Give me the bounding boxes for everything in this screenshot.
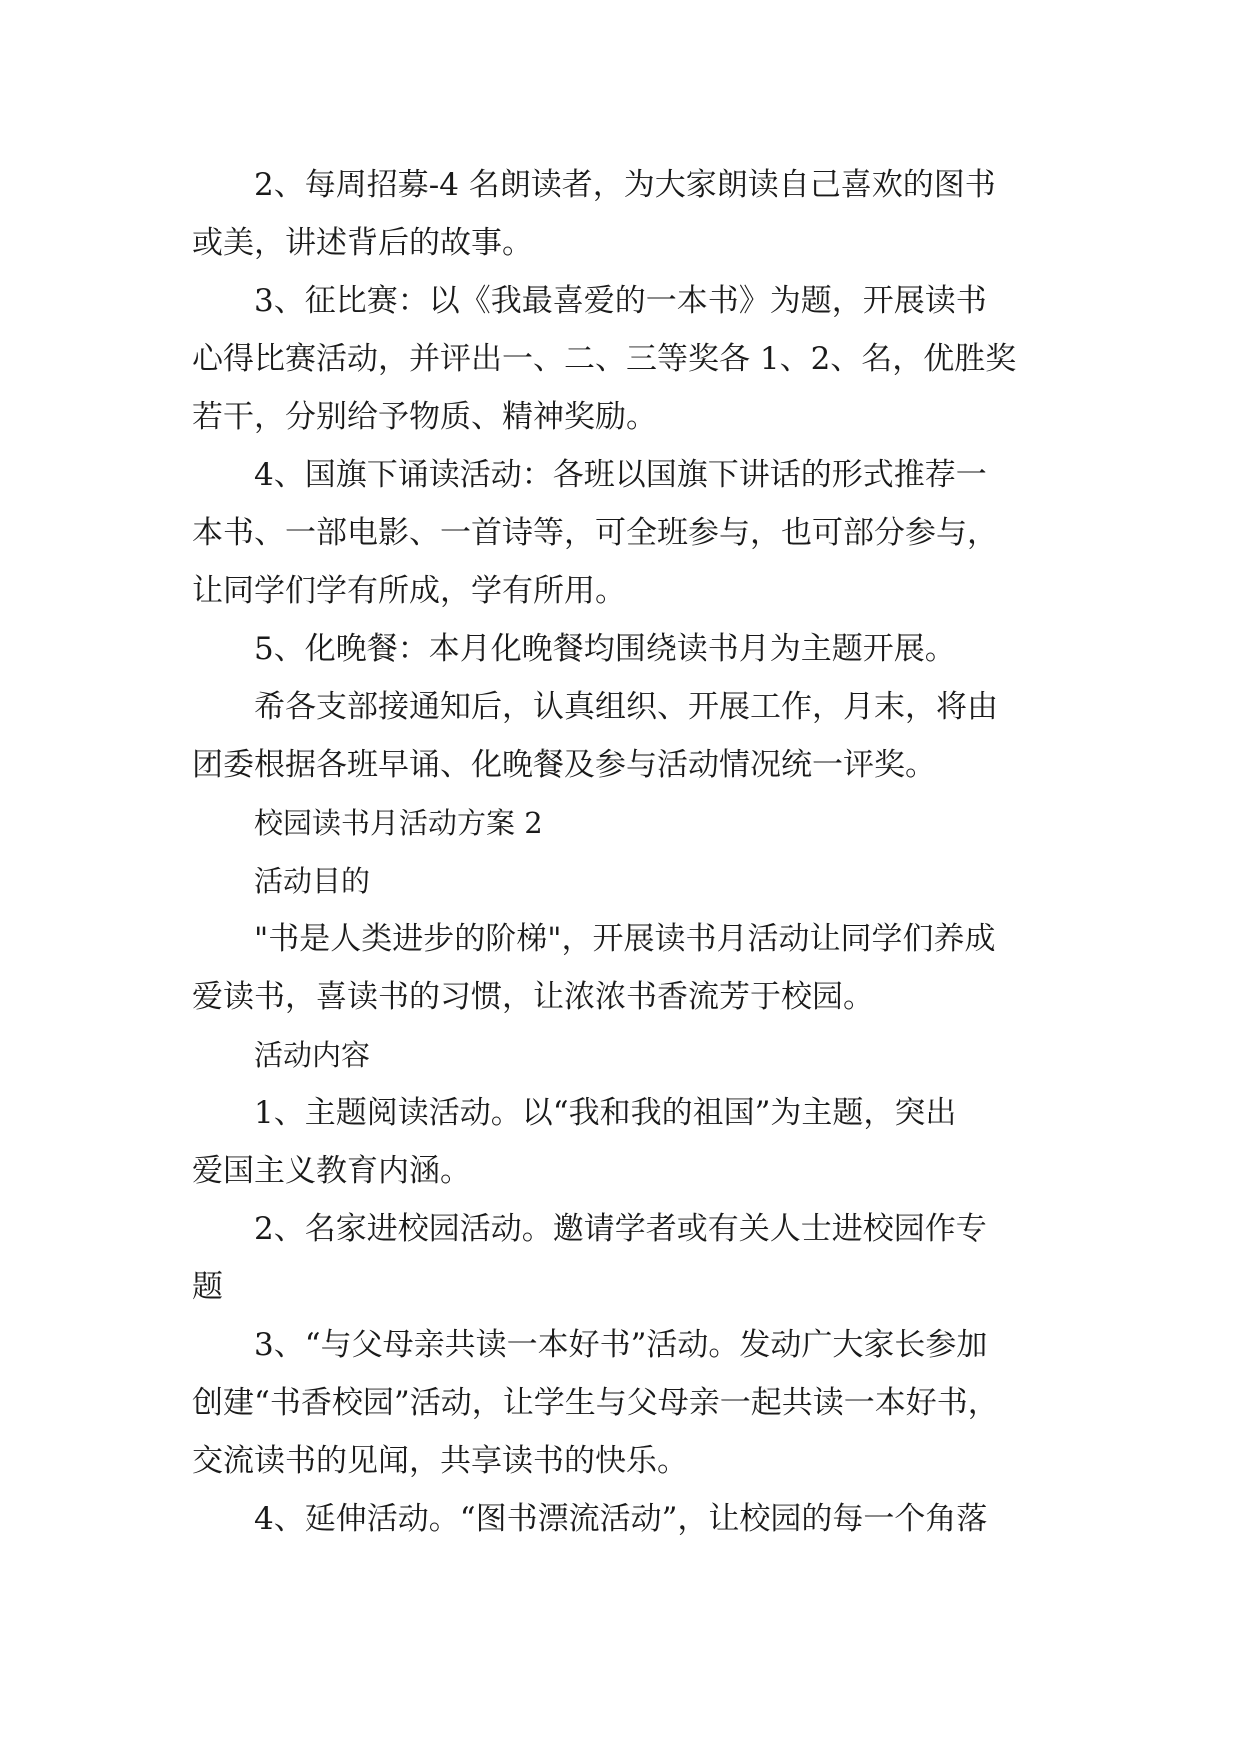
text-line: 题 — [192, 1269, 223, 1305]
text-line: 或美，讲述背后的故事。 — [192, 225, 533, 261]
text-line: 团委根据各班早诵、化晚餐及参与活动情况统一评奖。 — [192, 747, 936, 783]
text-line: 希各支部接通知后，认真组织、开展工作，月末，将由 — [254, 689, 998, 725]
text-line: 4、国旗下诵读活动：各班以国旗下讲话的形式推荐一 — [254, 457, 987, 493]
text-line: 创建“书香校园”活动，让学生与父母亲一起共读一本好书， — [192, 1385, 999, 1421]
text-line: 爱国主义教育内涵。 — [192, 1153, 471, 1189]
section-heading: 活动内容 — [254, 1038, 371, 1072]
text-line: 让同学们学有所成，学有所用。 — [192, 573, 626, 609]
section-title: 校园读书月活动方案 2 — [254, 806, 543, 840]
text-line: 2、名家进校园活动。邀请学者或有关人士进校园作专 — [254, 1211, 987, 1247]
text-line: 4、延伸活动。“图书漂流活动”，让校园的每一个角落 — [254, 1501, 988, 1537]
text-line: 3、“与父母亲共读一本好书”活动。发动广大家长参加 — [254, 1327, 988, 1363]
text-line: 2、每周招募-4 名朗读者，为大家朗读自己喜欢的图书 — [254, 167, 996, 203]
text-line: 1、主题阅读活动。以“我和我的祖国”为主题，突出 — [254, 1095, 957, 1131]
text-line: 5、化晚餐：本月化晚餐均围绕读书月为主题开展。 — [254, 631, 956, 667]
text-line: 心得比赛活动，并评出一、二、三等奖各 1、2、名，优胜奖 — [192, 341, 1017, 377]
text-line: 3、征比赛：以《我最喜爱的一本书》为题，开展读书 — [254, 283, 987, 319]
text-line: 爱读书，喜读书的习惯，让浓浓书香流芳于校园。 — [192, 979, 874, 1015]
text-line: 交流读书的见闻，共享读书的快乐。 — [192, 1443, 688, 1479]
text-line: 若干，分别给予物质、精神奖励。 — [192, 399, 657, 435]
text-line: "书是人类进步的阶梯"，开展读书月活动让同学们养成 — [254, 921, 996, 957]
section-heading: 活动目的 — [254, 864, 371, 898]
text-line: 本书、一部电影、一首诗等，可全班参与，也可部分参与， — [192, 515, 998, 551]
